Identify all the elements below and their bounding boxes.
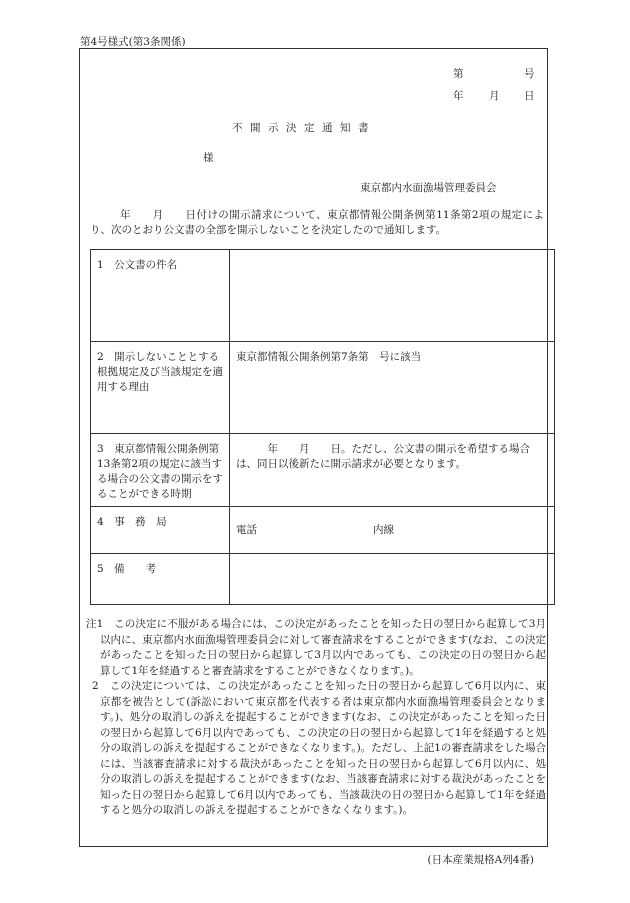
notes-section [86,617,546,819]
row-value: 年 月 日。ただし、公文書の開示を希望する場合は、同日以後新たに開示請求が必要となります。 [230,434,555,507]
paper-size-footer: (日本産業規格A列4番) [427,854,534,866]
phone-label: 電話 [236,524,257,536]
decision-table [90,249,555,605]
number-suffix: 号 [524,68,535,80]
table-row [91,507,555,554]
note-number: 2 [92,680,99,692]
row-value [230,554,555,605]
row-value [230,507,555,554]
date-year-label: 年 [453,90,464,102]
row-label: 3 東京都情報公開条例第13条第2項の規定に該当する場合の公文書の開示をすることができる時期 [91,434,230,507]
row-label: 1 公文書の件名 [91,250,230,342]
note-text: この決定については、この決定があったことを知った日の翌日から起算して6月以内に、東京都を被告として(訴訟において東京都を代表する者は東京都内水面漁場管理委員会となります。)、処分の取消しの訴えを提起することができます(なお、この決定があったことを知った日の翌日から起算して6月以内であっても、この決定の日の翌日から起算して1年を経過すると処分の取消しの訴えを提起することができなくなります。)。ただし、上記1の審査請求をした場合には、当該審査請求に対する裁決があったことを知った日の翌日から起算して6月以内に、処分の取消しの訴えを提起することができます(なお、当該審査請求に対する裁決があったことを知った日の翌日から起算して6月以内であっても、当該裁決の日の翌日から起算して1年を経過すると処分の取消しの訴えを提起することができなくなります。)。 [100,680,546,816]
table-row [91,554,555,605]
note-text: この決定に不服がある場合には、この決定があったことを知った日の翌日から起算して3月以内に、東京都内水面漁場管理委員会に対して審査請求をすることができます(なお、この決定があったことを知った日の翌日から起算して3月以内であっても、この決定の日の翌日から起算して1年を経過すると審査請求をすることができなくなります。)。 [100,618,547,677]
number-label: 第 [453,68,464,80]
intro-paragraph [90,208,544,238]
table-row [91,342,555,434]
form-label: 第4号様式(第3条関係) [80,36,186,48]
row-value [230,250,555,342]
date-day-label: 日 [524,90,535,102]
extension-label: 内線 [373,524,394,536]
row-label: 5 備 考 [91,554,230,605]
note-number: 1 [96,618,104,630]
row-value: 東京都情報公開条例第7条第 号に該当 [230,342,555,434]
row-label: 4 事 務 局 [91,507,230,554]
table-row [91,250,555,342]
note-item [86,679,546,819]
intro-text: 日付けの開示請求について、東京都情報公開条例第11条第2項の規定により、次のとおり公文書の全部を開示しないことを決定したので通知します。 [90,209,545,236]
issuer-name: 東京都内水面漁場管理委員会 [360,182,497,194]
intro-year: 年 [120,209,131,221]
intro-month: 月 [152,209,164,221]
addressee-suffix: 様 [203,152,214,164]
notes-prefix: 注 [86,618,97,630]
note-item [86,617,546,679]
row-label: 2 開示しないこととする根拠規定及び当該規定を適用する理由 [91,342,230,434]
date-month-label: 月 [489,90,500,102]
document-title: 不開示決定通知書 [232,122,376,134]
table-row [91,434,555,507]
